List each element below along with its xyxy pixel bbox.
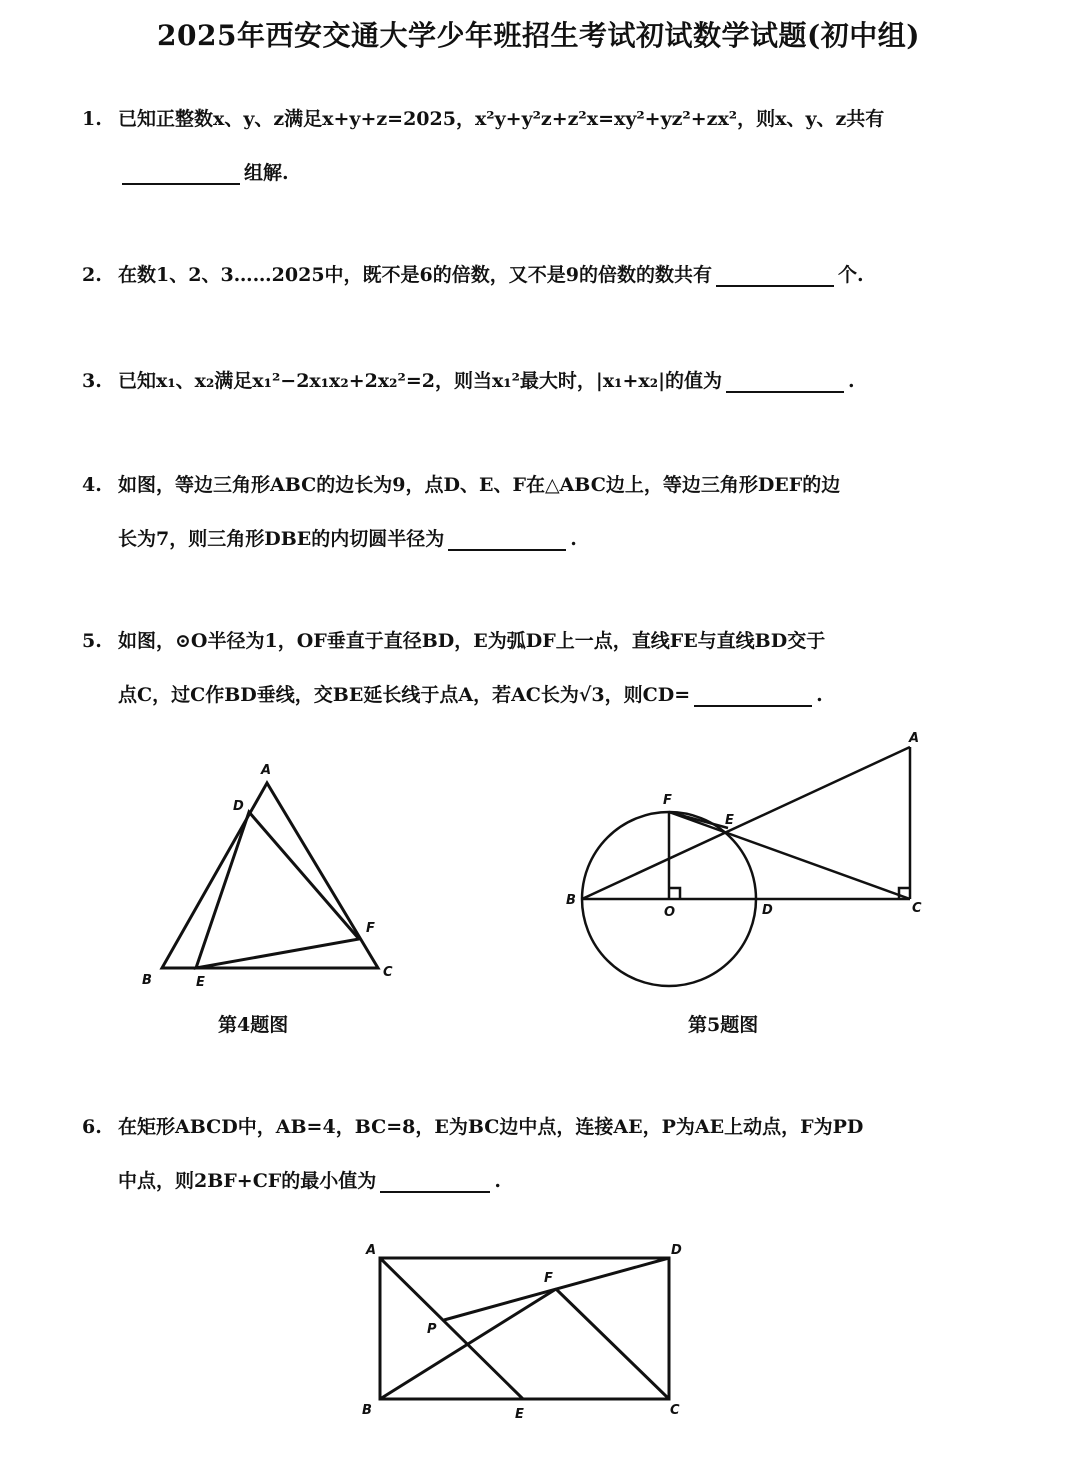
figure-4-caption: 第4题图	[218, 1014, 289, 1036]
label-e: E	[515, 1407, 524, 1422]
question-text: 已知正整数x、y、z满足x+y+z=2025，x²y+y²z+z²x=xy²+yz²+zx²，则x、y、z共有	[118, 108, 885, 130]
line-ae	[380, 1258, 523, 1399]
question-number: 1.	[82, 108, 102, 130]
line-ba	[582, 747, 910, 899]
label-a: A	[909, 731, 920, 746]
label-e: E	[725, 813, 734, 828]
triangle-abc	[162, 783, 378, 968]
question-number: 5.	[82, 630, 102, 652]
question-number: 3.	[82, 370, 102, 392]
answer-blank[interactable]	[448, 529, 566, 551]
line-pd	[444, 1258, 669, 1320]
question-text: .	[494, 1170, 501, 1192]
question-2	[82, 260, 1022, 290]
answer-blank[interactable]	[716, 265, 834, 287]
answer-blank[interactable]	[122, 163, 240, 185]
label-c: C	[670, 1403, 680, 1418]
question-text: 点C，过C作BD垂线，交BE延长线于点A，若AC长为√3，则CD=	[118, 684, 691, 706]
answer-blank[interactable]	[726, 371, 844, 393]
label-f: F	[544, 1271, 553, 1286]
question-text: .	[816, 684, 823, 706]
question-text: 在矩形ABCD中，AB=4，BC=8，E为BC边中点，连接AE，P为AE上动点，F为PD	[118, 1116, 864, 1138]
label-c: C	[383, 965, 393, 980]
question-1	[82, 104, 1022, 188]
question-5	[82, 626, 1022, 710]
label-f: F	[366, 921, 375, 936]
label-a: A	[261, 763, 272, 778]
label-b: B	[142, 973, 152, 988]
question-number: 2.	[82, 264, 102, 286]
line-bf	[380, 1289, 556, 1399]
exam-title: 2025年西安交通大学少年班招生考试初试数学试题(初中组)	[157, 19, 920, 52]
answer-blank[interactable]	[380, 1171, 490, 1193]
question-4	[82, 470, 1022, 554]
question-text: 如图，等边三角形ABC的边长为9，点D、E、F在△ABC边上，等边三角形DEF的边	[118, 474, 841, 496]
line-fc	[556, 1289, 669, 1399]
question-text: 长为7，则三角形DBE的内切圆半径为	[118, 528, 445, 550]
question-6	[82, 1112, 1022, 1196]
question-number: 4.	[82, 474, 102, 496]
right-angle-c	[899, 888, 910, 899]
label-d: D	[233, 799, 244, 814]
label-d: D	[671, 1243, 682, 1258]
label-d: D	[762, 903, 773, 918]
rectangle-abcd	[380, 1258, 669, 1399]
right-angle-o	[669, 888, 680, 899]
circle-o	[582, 812, 756, 986]
question-text: .	[847, 370, 855, 392]
label-o: O	[664, 905, 676, 920]
triangle-def	[196, 812, 359, 968]
line-fe	[669, 812, 728, 828]
question-text: 在数1、2、3……2025中，既不是6的倍数，又不是9的倍数的数共有	[118, 264, 712, 286]
label-b: B	[566, 893, 576, 908]
figure-5-caption: 第5题图	[688, 1014, 759, 1036]
label-e: E	[196, 975, 205, 990]
line-fc	[669, 812, 910, 899]
label-a: A	[366, 1243, 377, 1258]
label-p: P	[427, 1322, 437, 1337]
label-c: C	[912, 901, 922, 916]
question-text: .	[570, 528, 577, 550]
label-f: F	[663, 793, 672, 808]
answer-blank[interactable]	[694, 685, 812, 707]
question-number: 6.	[82, 1116, 102, 1138]
question-text: 组解.	[244, 162, 289, 184]
question-text: 如图，⊙O半径为1，OF垂直于直径BD，E为弧DF上一点，直线FE与直线BD交于	[118, 630, 826, 652]
question-text: 个.	[837, 264, 864, 286]
question-text: 已知x₁、x₂满足x₁²−2x₁x₂+2x₂²=2，则当x₁²最大时，|x₁+x₂|的值为	[118, 370, 722, 392]
question-text: 中点，则2BF+CF的最小值为	[118, 1170, 377, 1192]
question-3	[82, 366, 1022, 396]
label-b: B	[362, 1403, 372, 1418]
